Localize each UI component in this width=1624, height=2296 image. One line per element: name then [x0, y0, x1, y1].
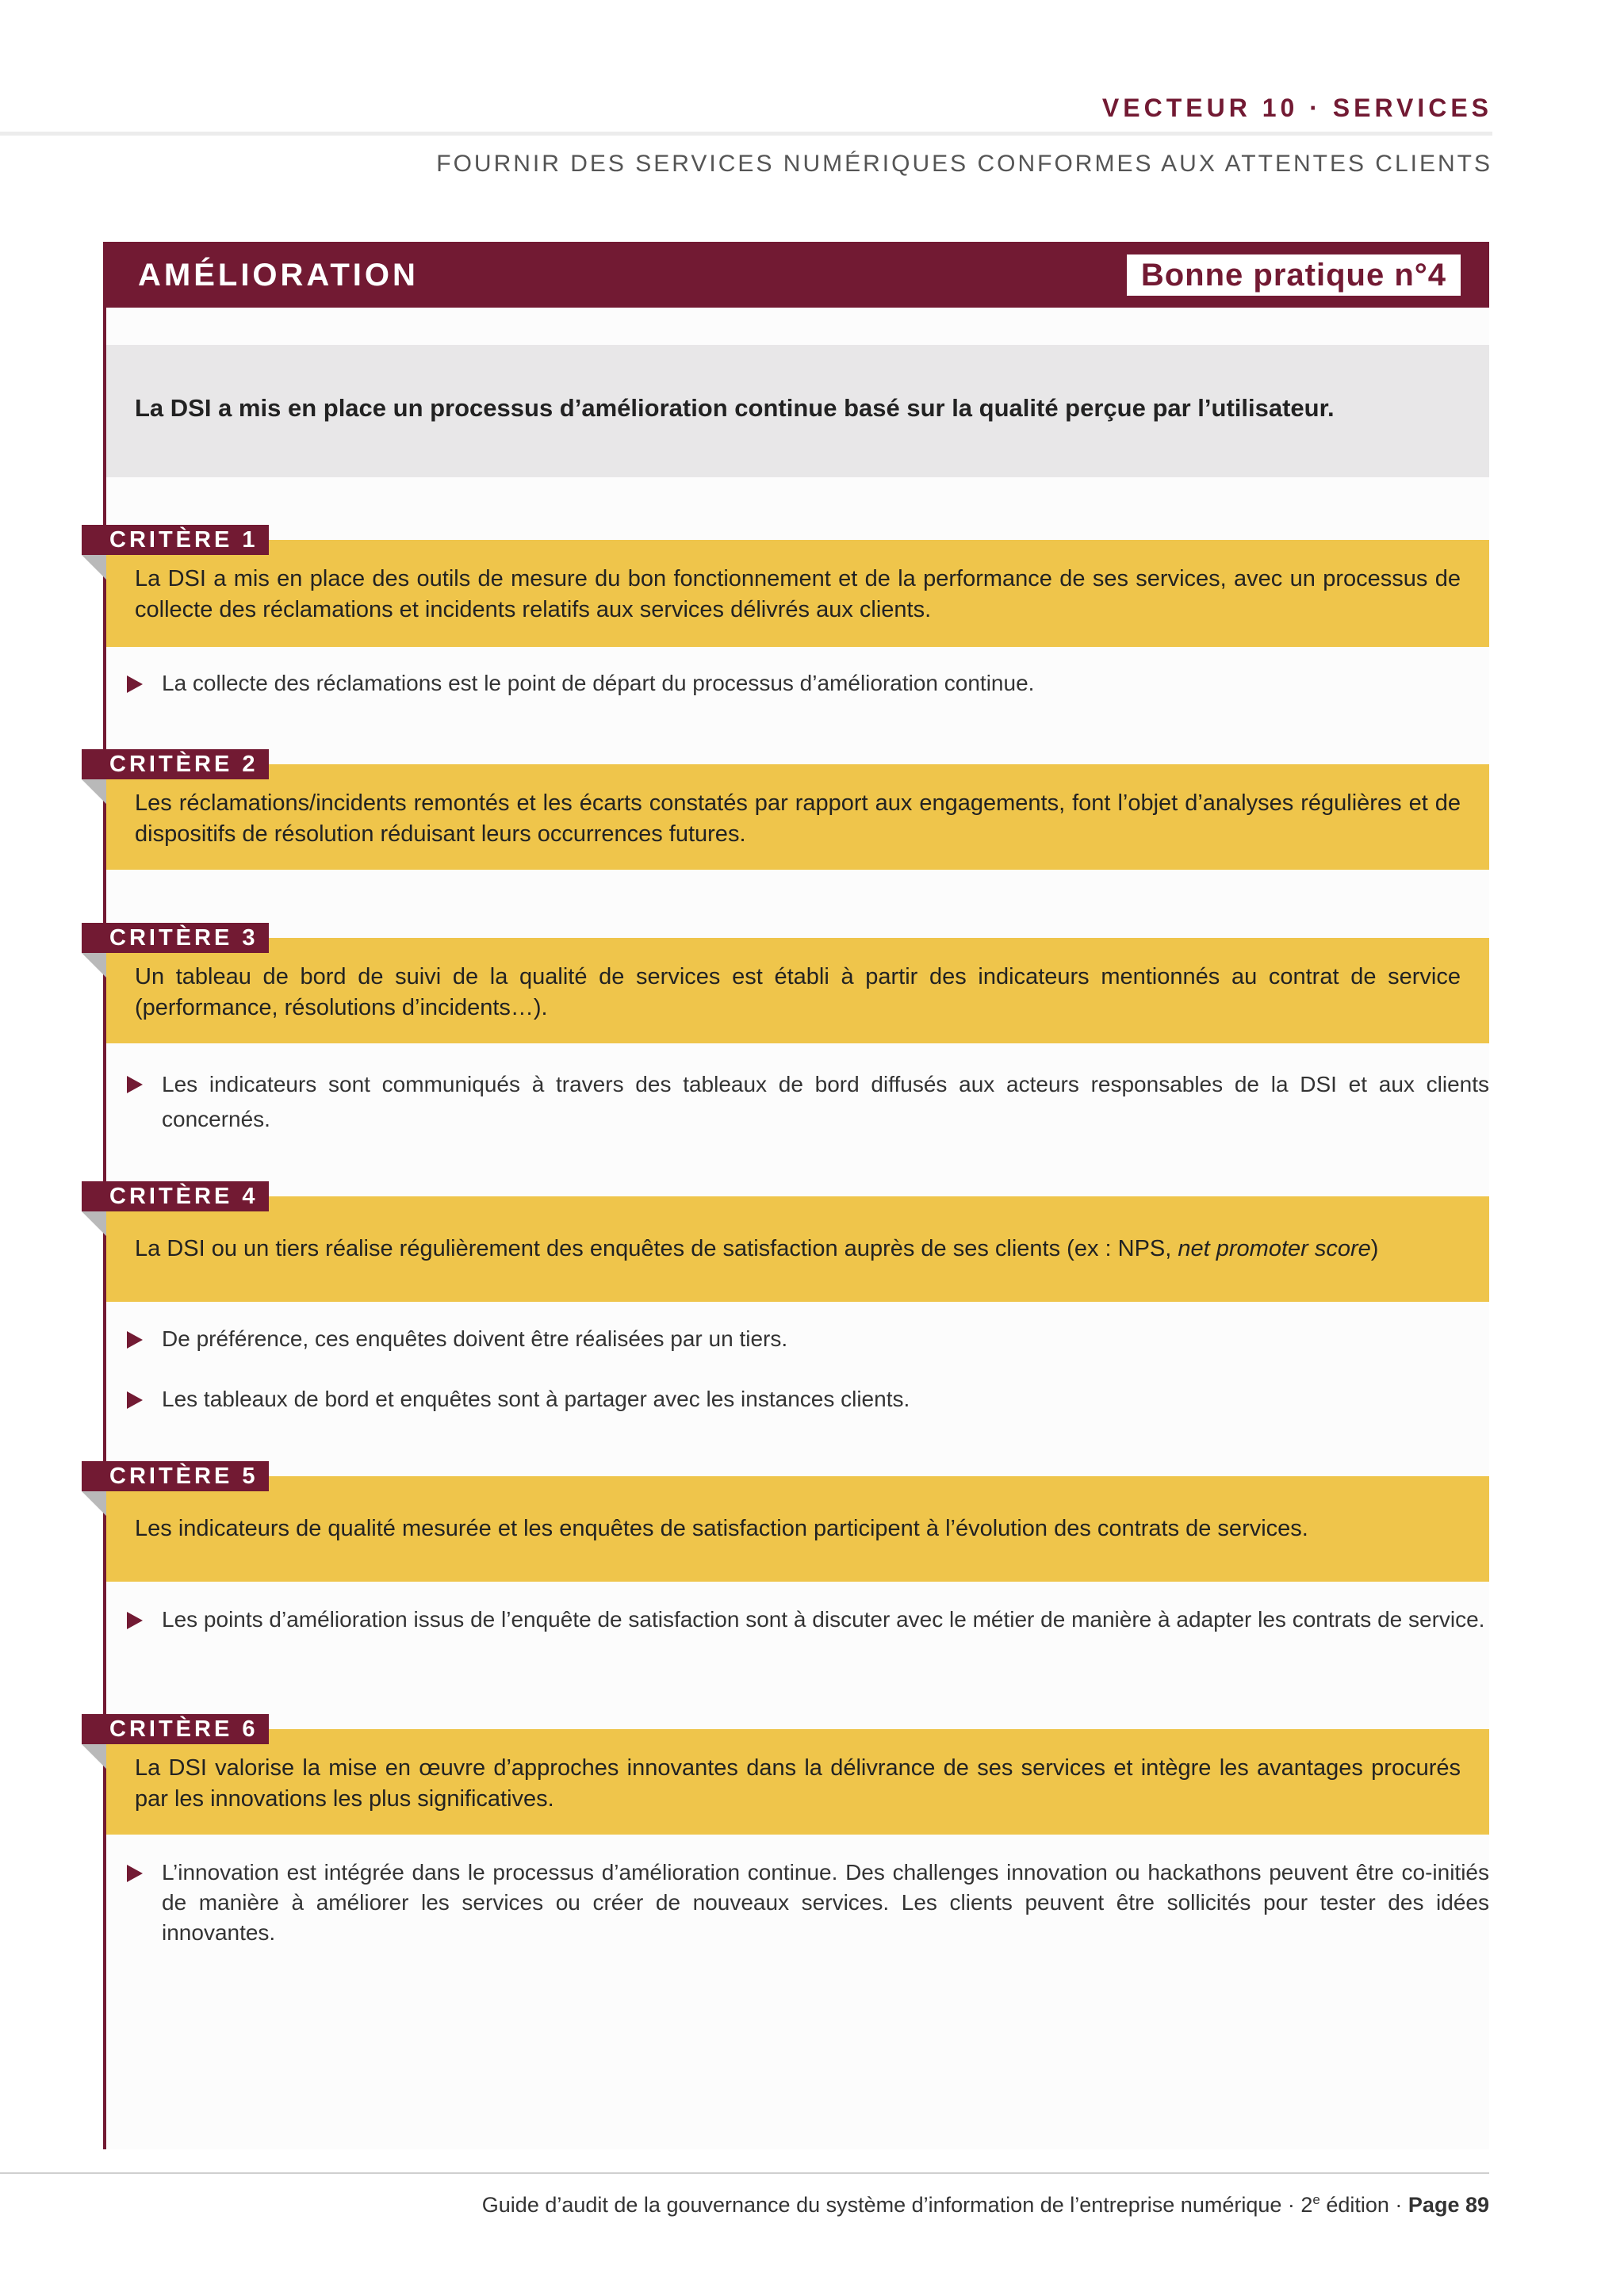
criterion-5-box [106, 1476, 1489, 1582]
criterion-6-tag: CRITÈRE 6 [82, 1714, 269, 1744]
best-practice-badge: Bonne pratique n°4 [1127, 254, 1461, 296]
vector-subtitle: FOURNIR DES SERVICES NUMÉRIQUES CONFORMES AUX ATTENTES CLIENTS [436, 151, 1492, 177]
footer-divider [0, 2172, 1489, 2174]
criterion-3-text: Un tableau de bord de suivi de la qualité de services est établi à partir des indicateurs mentionnés au contrat de service (performance, résolutions d’incidents…). [135, 964, 1461, 1020]
page-footer [482, 2192, 1489, 2218]
tag-fold [82, 1491, 106, 1516]
footer-superscript: e [1312, 2192, 1320, 2207]
criterion-1-text: La DSI a mis en place des outils de mesure du bon fonctionnement et de la performance de ses services, avec un processus de collecte des réclamations et incidents relatifs aux services délivrés aux clients. [135, 566, 1461, 622]
section-title: AMÉLIORATION [138, 258, 419, 293]
bullet-text: L’innovation est intégrée dans le processus d’amélioration continue. Des challenges innovation ou hackathons peuvent être co-initiés de manière à améliorer les services ou créer de nouveaux services. Les clients peuvent être sollicités pour tester des idées innovantes. [162, 1860, 1489, 1945]
list-item [127, 1324, 1489, 1354]
practice-statement: La DSI a mis en place un processus d’amélioration continue basé sur la qualité perçue par l’utilisateur. [135, 394, 1335, 422]
bullet-text: Les points d’amélioration issus de l’enquête de satisfaction sont à discuter avec le métier de manière à adapter les contrats de service. [162, 1607, 1485, 1632]
criterion-1-tag: CRITÈRE 1 [82, 525, 269, 555]
footer-text: Guide d’audit de la gouvernance du système d’information de l’entreprise numérique · 2 [481, 2193, 1313, 2217]
practice-statement-box [106, 345, 1489, 477]
criterion-2-tag: CRITÈRE 2 [82, 749, 269, 779]
criterion-3-tag: CRITÈRE 3 [82, 923, 269, 953]
list-item [127, 668, 1489, 698]
criterion-3-box [106, 938, 1489, 1043]
bullet-arrow-icon [127, 1865, 143, 1882]
criterion-2-box [106, 764, 1489, 870]
section-header [106, 242, 1489, 308]
bullet-arrow-icon [127, 1076, 143, 1093]
criterion-4-text [135, 1234, 1461, 1265]
criterion-4-text-main: La DSI ou un tiers réalise régulièrement des enquêtes de satisfaction auprès de ses clients (ex : NPS, [135, 1236, 1178, 1261]
criterion-4-text-end: ) [1370, 1236, 1379, 1261]
criterion-5-tag: CRITÈRE 5 [82, 1461, 269, 1491]
list-item [127, 1384, 1489, 1414]
bullet-text: Les indicateurs sont communiqués à travers des tableaux de bord diffusés aux acteurs responsables de la DSI et aux clients concernés. [162, 1072, 1489, 1131]
criterion-4-text-italic: net promoter score [1178, 1236, 1371, 1261]
list-item [127, 1858, 1489, 1948]
tag-fold [82, 953, 106, 978]
tag-fold [82, 779, 106, 804]
bullet-arrow-icon [127, 675, 143, 693]
tag-fold [82, 1744, 106, 1769]
criterion-4-box [106, 1196, 1489, 1302]
vector-title: VECTEUR 10 · SERVICES [1101, 94, 1492, 122]
criterion-6-text: La DSI valorise la mise en œuvre d’approches innovantes dans la délivrance de ses services et intègre les avantages procurés par les innovations les plus significatives. [135, 1755, 1461, 1812]
bullet-arrow-icon [127, 1331, 143, 1349]
criterion-2-text: Les réclamations/incidents remontés et les écarts constatés par rapport aux engagements, font l’objet d’analyses régulières et de dispositifs de résolution réduisant leurs occurrences futures. [135, 790, 1461, 847]
list-item [127, 1067, 1489, 1137]
tag-fold [82, 555, 106, 580]
criterion-6-box [106, 1729, 1489, 1835]
tag-fold [82, 1211, 106, 1236]
bullet-arrow-icon [127, 1612, 143, 1629]
page-number: Page 89 [1408, 2193, 1489, 2217]
bullet-arrow-icon [127, 1391, 143, 1409]
header-divider [0, 132, 1492, 136]
list-item [127, 1605, 1489, 1635]
criterion-4-tag: CRITÈRE 4 [82, 1181, 269, 1211]
footer-edition: édition · [1320, 2193, 1408, 2217]
bullet-text: Les tableaux de bord et enquêtes sont à partager avec les instances clients. [162, 1387, 910, 1411]
criterion-5-text: Les indicateurs de qualité mesurée et les enquêtes de satisfaction participent à l’évolution des contrats de services. [135, 1516, 1308, 1541]
bullet-text: De préférence, ces enquêtes doivent être réalisées par un tiers. [162, 1326, 788, 1351]
criterion-1-box [106, 540, 1489, 647]
bullet-text: La collecte des réclamations est le point de départ du processus d’amélioration continue. [162, 671, 1035, 695]
